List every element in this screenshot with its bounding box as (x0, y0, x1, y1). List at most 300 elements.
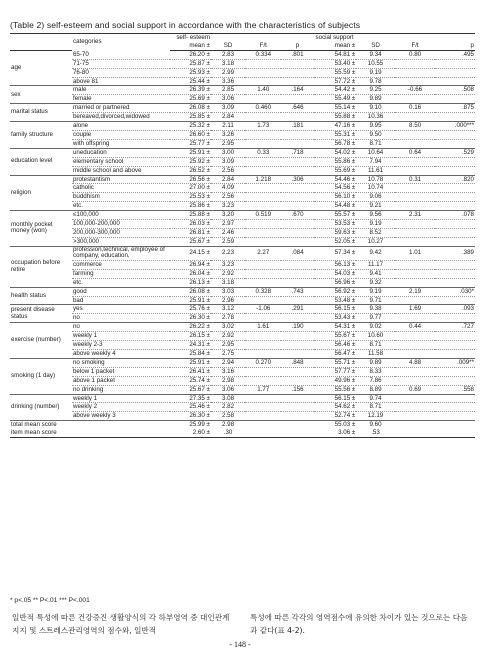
cell-p-2 (435, 166, 475, 175)
cell-sd-1: 2.56 (211, 193, 245, 202)
cell-mean-2: 56.92 ± (314, 287, 357, 296)
header-mean-1: mean ± (170, 42, 211, 50)
table-row (10, 341, 475, 350)
table-body (10, 50, 475, 420)
cell-sd-2: 10.60 (356, 332, 394, 341)
cell-ft-2 (395, 95, 436, 104)
cell-sd-1: 2.78 (211, 314, 245, 323)
cell-sd-1: 3.09 (211, 104, 245, 113)
cell-mean-2: 52.74 ± (314, 412, 357, 421)
cell-mean-2: 55.69 ± (314, 166, 357, 175)
cell-p-2: .030* (435, 287, 475, 296)
cell-mean-2: 54.02 ± (314, 148, 357, 157)
table-row (10, 305, 475, 314)
cell-mean-2: 54.03 ± (314, 269, 357, 278)
total-sd-2: 9.60 (356, 421, 394, 429)
cell-mean-2: 55.56 ± (314, 385, 357, 394)
cell-p-2: .529 (435, 148, 475, 157)
cell-mean-1: 26.56 ± (170, 175, 211, 184)
cell-p-2 (435, 77, 475, 86)
cell-ft-2 (395, 77, 436, 86)
cell-p-2 (435, 157, 475, 166)
group-label: exercise (number) (10, 323, 72, 359)
cell-sd-2: 8.71 (356, 341, 394, 350)
category-cell: weekly 1 (72, 394, 170, 403)
cell-sd-2: 9.34 (356, 50, 394, 59)
cell-ft-2 (395, 403, 436, 412)
cell-ft-2 (395, 130, 436, 139)
cell-ft-2 (395, 139, 436, 148)
cell-mean-1: 26.04 ± (170, 269, 211, 278)
cell-ft-2 (395, 237, 436, 246)
category-cell: bad (72, 296, 170, 305)
header-sd-2: SD (356, 42, 394, 50)
cell-p-1: .718 (281, 148, 313, 157)
cell-ft-2: 0.80 (395, 50, 436, 59)
total-mean-1: 25.99 ± (170, 421, 211, 429)
category-cell: male (72, 86, 170, 95)
cell-ft-2 (395, 260, 436, 269)
cell-sd-2: 9.74 (356, 394, 394, 403)
cell-mean-2: 47.16 ± (314, 122, 357, 131)
category-cell: profession,technical, employee of company, education, (72, 246, 170, 260)
cell-p-2: .558 (435, 385, 475, 394)
cell-mean-2: 56.10 ± (314, 193, 357, 202)
cell-p-2: .875 (435, 104, 475, 113)
cell-ft-2: 0.64 (395, 148, 436, 157)
cell-ft-1: -1.06 (245, 305, 281, 314)
cell-ft-1 (245, 77, 281, 86)
cell-sd-2: 8.52 (356, 228, 394, 237)
cell-mean-2: 56.15 ± (314, 305, 357, 314)
cell-mean-1: 27.00 ± (170, 184, 211, 193)
cell-sd-1: 3.00 (211, 148, 245, 157)
table-row (10, 86, 475, 95)
cell-sd-1: 2.95 (211, 341, 245, 350)
cell-ft-2: 2.31 (395, 211, 436, 220)
cell-mean-2: 54.81 ± (314, 50, 357, 59)
cell-p-2 (435, 184, 475, 193)
cell-ft-1 (245, 367, 281, 376)
significance-footnote: * p<.05 ** P<.01 *** P<.001 (10, 597, 90, 604)
cell-mean-1: 26.20 ± (170, 50, 211, 59)
cell-sd-2: 11.17 (356, 260, 394, 269)
cell-ft-2 (395, 376, 436, 385)
cell-sd-1: 2.23 (211, 246, 245, 260)
cell-sd-2: 9.89 (356, 95, 394, 104)
cell-sd-1: 3.08 (211, 394, 245, 403)
cell-ft-2 (395, 341, 436, 350)
cell-ft-1 (245, 237, 281, 246)
cell-p-2 (435, 202, 475, 211)
cell-mean-1: 25.92 ± (170, 157, 211, 166)
cell-mean-1: 25.91 ± (170, 148, 211, 157)
category-cell: farming (72, 269, 170, 278)
group-label: smoking (1 day) (10, 358, 72, 394)
cell-mean-1: 26.30 ± (170, 314, 211, 323)
category-cell: weekly 2-3 (72, 341, 170, 350)
cell-p-1: .164 (281, 86, 313, 95)
cell-p-1: .156 (281, 385, 313, 394)
cell-p-1 (281, 350, 313, 359)
cell-mean-1: 26.81 ± (170, 228, 211, 237)
cell-p-2 (435, 341, 475, 350)
cell-p-2 (435, 68, 475, 77)
cell-p-2 (435, 296, 475, 305)
cell-sd-2: 9.95 (356, 122, 394, 131)
cell-p-2 (435, 269, 475, 278)
group-label: monthly pocket money (won) (10, 211, 72, 247)
cell-sd-2: 8.71 (356, 403, 394, 412)
cell-sd-1: 2.46 (211, 228, 245, 237)
cell-sd-2: 9.25 (356, 86, 394, 95)
cell-mean-2: 55.57 ± (314, 211, 357, 220)
cell-ft-1 (245, 220, 281, 229)
cell-mean-2: 56.47 ± (314, 350, 357, 359)
cell-ft-1: 0.460 (245, 104, 281, 113)
cell-sd-1: 3.18 (211, 59, 245, 68)
cell-p-1 (281, 394, 313, 403)
cell-mean-2: 55.14 ± (314, 104, 357, 113)
cell-mean-1: 26.08 ± (170, 287, 211, 296)
cell-sd-2: 9.32 (356, 278, 394, 287)
item-mean-label: item mean score (10, 429, 170, 437)
cell-mean-1: 26.03 ± (170, 220, 211, 229)
cell-p-1: .801 (281, 50, 313, 59)
cell-p-1 (281, 314, 313, 323)
cell-mean-1: 24.31 ± (170, 341, 211, 350)
cell-sd-1: 3.23 (211, 202, 245, 211)
cell-ft-2 (395, 113, 436, 122)
cell-sd-1: 2.95 (211, 139, 245, 148)
cell-sd-2: 10.64 (356, 148, 394, 157)
table-row (10, 376, 475, 385)
total-mean-2: 55.03 ± (314, 421, 357, 429)
cell-p-1 (281, 113, 313, 122)
header-sd-1: SD (211, 42, 245, 50)
cell-ft-2 (395, 394, 436, 403)
cell-sd-1: 2.11 (211, 122, 245, 131)
cell-ft-1 (245, 139, 281, 148)
cell-p-1: .291 (281, 305, 313, 314)
table-row (10, 220, 475, 229)
results-table (10, 33, 475, 438)
cell-ft-1 (245, 130, 281, 139)
cell-ft-1 (245, 59, 281, 68)
header-self-esteem: self- esteem (170, 34, 313, 42)
cell-ft-1: 1.77 (245, 385, 281, 394)
cell-ft-2 (395, 278, 436, 287)
cell-p-1: .743 (281, 287, 313, 296)
table-row (10, 95, 475, 104)
table-row (10, 157, 475, 166)
cell-ft-2 (395, 166, 436, 175)
cell-mean-1: 26.52 ± (170, 166, 211, 175)
cell-mean-1: 25.46 ± (170, 403, 211, 412)
paragraph-right: 특성에 따른 각각의 영역점수에 유의한 차이가 있는 것으로는 다음과 같다(표 4-2). (250, 613, 468, 635)
cell-sd-2: 9.19 (356, 220, 394, 229)
cell-sd-2: 9.89 (356, 358, 394, 367)
category-cell: catholic (72, 184, 170, 193)
category-cell: etc. (72, 278, 170, 287)
group-label: age (10, 50, 72, 86)
cell-sd-2: 9.10 (356, 104, 394, 113)
cell-sd-1: 2.56 (211, 166, 245, 175)
cell-mean-1: 24.15 ± (170, 246, 211, 260)
cell-mean-2: 56.78 ± (314, 139, 357, 148)
cell-sd-1: 2.85 (211, 86, 245, 95)
cell-sd-2: 10.27 (356, 237, 394, 246)
table-caption: (Table 2) self-esteem and social support in accordance with the characteristics of subjects (10, 20, 361, 30)
cell-p-1 (281, 166, 313, 175)
cell-p-2 (435, 376, 475, 385)
cell-ft-1 (245, 341, 281, 350)
cell-ft-2: 0.16 (395, 104, 436, 113)
cell-ft-2 (395, 314, 436, 323)
header-p-1: p (281, 42, 313, 50)
cell-sd-1: 3.23 (211, 260, 245, 269)
cell-p-1 (281, 68, 313, 77)
cell-ft-2 (395, 296, 436, 305)
cell-mean-1: 25.85 ± (170, 113, 211, 122)
cell-mean-2: 57.72 ± (314, 77, 357, 86)
cell-mean-2: 55.88 ± (314, 113, 357, 122)
item-sd-2: .53 (356, 429, 394, 437)
category-cell: married or partnered (72, 104, 170, 113)
cell-p-1 (281, 139, 313, 148)
cell-sd-1: 2.98 (211, 376, 245, 385)
table-row (10, 175, 475, 184)
cell-mean-2: 54.62 ± (314, 403, 357, 412)
cell-sd-1: 2.97 (211, 220, 245, 229)
cell-sd-2: 8.33 (356, 367, 394, 376)
cell-mean-1: 25.53 ± (170, 193, 211, 202)
cell-ft-1: 0.328 (245, 287, 281, 296)
cell-sd-1: 3.09 (211, 157, 245, 166)
cell-mean-2: 52.05 ± (314, 237, 357, 246)
category-cell: 65-70 (72, 50, 170, 59)
cell-sd-1: 3.16 (211, 367, 245, 376)
cell-ft-2: -0.66 (395, 86, 436, 95)
category-cell: elementary school (72, 157, 170, 166)
group-label: marital status (10, 104, 72, 122)
category-cell: protestantism (72, 175, 170, 184)
cell-sd-1: 3.26 (211, 130, 245, 139)
cell-p-1 (281, 193, 313, 202)
total-row (10, 421, 475, 429)
cell-ft-1 (245, 95, 281, 104)
cell-sd-1: 3.06 (211, 385, 245, 394)
table-row (10, 193, 475, 202)
table-row (10, 367, 475, 376)
cell-mean-2: 53.43 ± (314, 314, 357, 323)
cell-sd-2: 12.19 (356, 412, 394, 421)
cell-sd-2: 11.61 (356, 166, 394, 175)
category-cell: uneducation (72, 148, 170, 157)
table-row (10, 166, 475, 175)
cell-sd-2: 9.06 (356, 193, 394, 202)
cell-mean-1: 25.87 ± (170, 59, 211, 68)
cell-p-1: .190 (281, 323, 313, 332)
cell-mean-2: 49.96 ± (314, 376, 357, 385)
cell-mean-1: 25.84 ± (170, 350, 211, 359)
cell-sd-2: 9.19 (356, 68, 394, 77)
table-row (10, 113, 475, 122)
cell-ft-2 (395, 59, 436, 68)
cell-sd-2: 9.77 (356, 314, 394, 323)
total-label: total mean score (10, 421, 170, 429)
cell-mean-1: 25.76 ± (170, 305, 211, 314)
cell-sd-2: 11.58 (356, 350, 394, 359)
cell-p-2 (435, 220, 475, 229)
cell-mean-1: 25.74 ± (170, 376, 211, 385)
cell-sd-1: 2.84 (211, 113, 245, 122)
table-row (10, 104, 475, 113)
category-cell: above weekly 3 (72, 412, 170, 421)
cell-p-1 (281, 376, 313, 385)
cell-ft-1 (245, 412, 281, 421)
cell-ft-1: 1.40 (245, 86, 281, 95)
table-row (10, 139, 475, 148)
cell-sd-1: 2.59 (211, 237, 245, 246)
table-row (10, 122, 475, 131)
category-cell: no (72, 323, 170, 332)
cell-p-2 (435, 314, 475, 323)
cell-p-1 (281, 130, 313, 139)
cell-p-1 (281, 367, 313, 376)
cell-ft-2 (395, 412, 436, 421)
cell-mean-2: 56.13 ± (314, 260, 357, 269)
cell-mean-1: 25.91 ± (170, 296, 211, 305)
category-cell: weekly 1 (72, 332, 170, 341)
cell-p-2 (435, 139, 475, 148)
cell-ft-1 (245, 228, 281, 237)
cell-ft-2 (395, 269, 436, 278)
cell-p-2: .508 (435, 86, 475, 95)
table-row (10, 403, 475, 412)
category-cell: no (72, 314, 170, 323)
cell-sd-1: 2.92 (211, 332, 245, 341)
cell-p-1: .670 (281, 211, 313, 220)
cell-sd-1: 2.58 (211, 412, 245, 421)
cell-p-2 (435, 350, 475, 359)
cell-ft-1 (245, 184, 281, 193)
category-cell: alone (72, 122, 170, 131)
cell-ft-2 (395, 68, 436, 77)
category-cell: buddhism (72, 193, 170, 202)
category-cell: no drinking (72, 385, 170, 394)
cell-ft-2: 1.01 (395, 246, 436, 260)
cell-ft-1: 0.33 (245, 148, 281, 157)
category-cell: yes (72, 305, 170, 314)
cell-p-2 (435, 394, 475, 403)
cell-mean-1: 25.88 ± (170, 211, 211, 220)
category-cell: 100,000-200,000 (72, 220, 170, 229)
cell-mean-2: 54.56 ± (314, 184, 357, 193)
cell-mean-2: 55.31 ± (314, 130, 357, 139)
cell-ft-2 (395, 193, 436, 202)
cell-p-2 (435, 59, 475, 68)
cell-p-2: .495 (435, 50, 475, 59)
cell-ft-2 (395, 350, 436, 359)
category-cell: weekly 2 (72, 403, 170, 412)
cell-p-1 (281, 332, 313, 341)
category-cell: above 1 packet (72, 376, 170, 385)
cell-ft-1 (245, 296, 281, 305)
cell-sd-2: 9.41 (356, 269, 394, 278)
cell-sd-2: 8.89 (356, 385, 394, 394)
cell-sd-1: 4.09 (211, 184, 245, 193)
cell-p-1 (281, 237, 313, 246)
cell-ft-2 (395, 184, 436, 193)
table-row (10, 148, 475, 157)
cell-ft-1: 1.61 (245, 323, 281, 332)
category-cell: 76-80 (72, 68, 170, 77)
cell-ft-1 (245, 350, 281, 359)
cell-p-1 (281, 403, 313, 412)
cell-sd-2: 7.86 (356, 376, 394, 385)
cell-p-1 (281, 296, 313, 305)
cell-mean-1: 26.22 ± (170, 323, 211, 332)
header-p-2: p (435, 42, 475, 50)
cell-p-1 (281, 412, 313, 421)
cell-sd-2: 10.78 (356, 175, 394, 184)
cell-sd-2: 10.36 (356, 113, 394, 122)
table-row (10, 323, 475, 332)
header-categories: categories (72, 34, 170, 51)
cell-mean-2: 55.49 ± (314, 95, 357, 104)
category-cell: middle school and above (72, 166, 170, 175)
cell-p-2 (435, 193, 475, 202)
cell-mean-1: 26.15 ± (170, 332, 211, 341)
cell-p-1 (281, 157, 313, 166)
cell-p-2 (435, 228, 475, 237)
cell-ft-2 (395, 228, 436, 237)
cell-p-2: .078 (435, 211, 475, 220)
cell-sd-1: 3.12 (211, 305, 245, 314)
cell-sd-2: 9.78 (356, 77, 394, 86)
cell-mean-1: 27.35 ± (170, 394, 211, 403)
cell-sd-1: 3.03 (211, 287, 245, 296)
paragraph-left: 일반적 특성에 따른 건강증진 생활양식의 각 하부영역 중 대인관계지지 및 스트레스관리영역의 점수와, 일반적 (12, 613, 230, 635)
cell-sd-1: 2.83 (211, 50, 245, 59)
table-row (10, 77, 475, 86)
cell-mean-1: 25.69 ± (170, 95, 211, 104)
cell-ft-2: 2.19 (395, 287, 436, 296)
cell-mean-1: 26.13 ± (170, 278, 211, 287)
table-row (10, 278, 475, 287)
table-row (10, 228, 475, 237)
cell-ft-2 (395, 367, 436, 376)
category-cell: commerce (72, 260, 170, 269)
header-social-support: social support (314, 34, 475, 42)
cell-sd-2: 9.56 (356, 211, 394, 220)
cell-p-1 (281, 184, 313, 193)
cell-sd-1: 2.75 (211, 350, 245, 359)
item-mean-2: 3.06 ± (314, 429, 357, 437)
cell-mean-1: 26.41 ± (170, 367, 211, 376)
category-cell: 200,000-300,000 (72, 228, 170, 237)
cell-ft-1 (245, 157, 281, 166)
cell-mean-1: 26.39 ± (170, 86, 211, 95)
cell-sd-1: 3.18 (211, 278, 245, 287)
cell-mean-2: 56.46 ± (314, 341, 357, 350)
group-label: education level (10, 148, 72, 175)
cell-mean-2: 57.34 ± (314, 246, 357, 260)
cell-mean-2: 55.86 ± (314, 157, 357, 166)
total-sd-1: 2.98 (211, 421, 245, 429)
table-row (10, 184, 475, 193)
